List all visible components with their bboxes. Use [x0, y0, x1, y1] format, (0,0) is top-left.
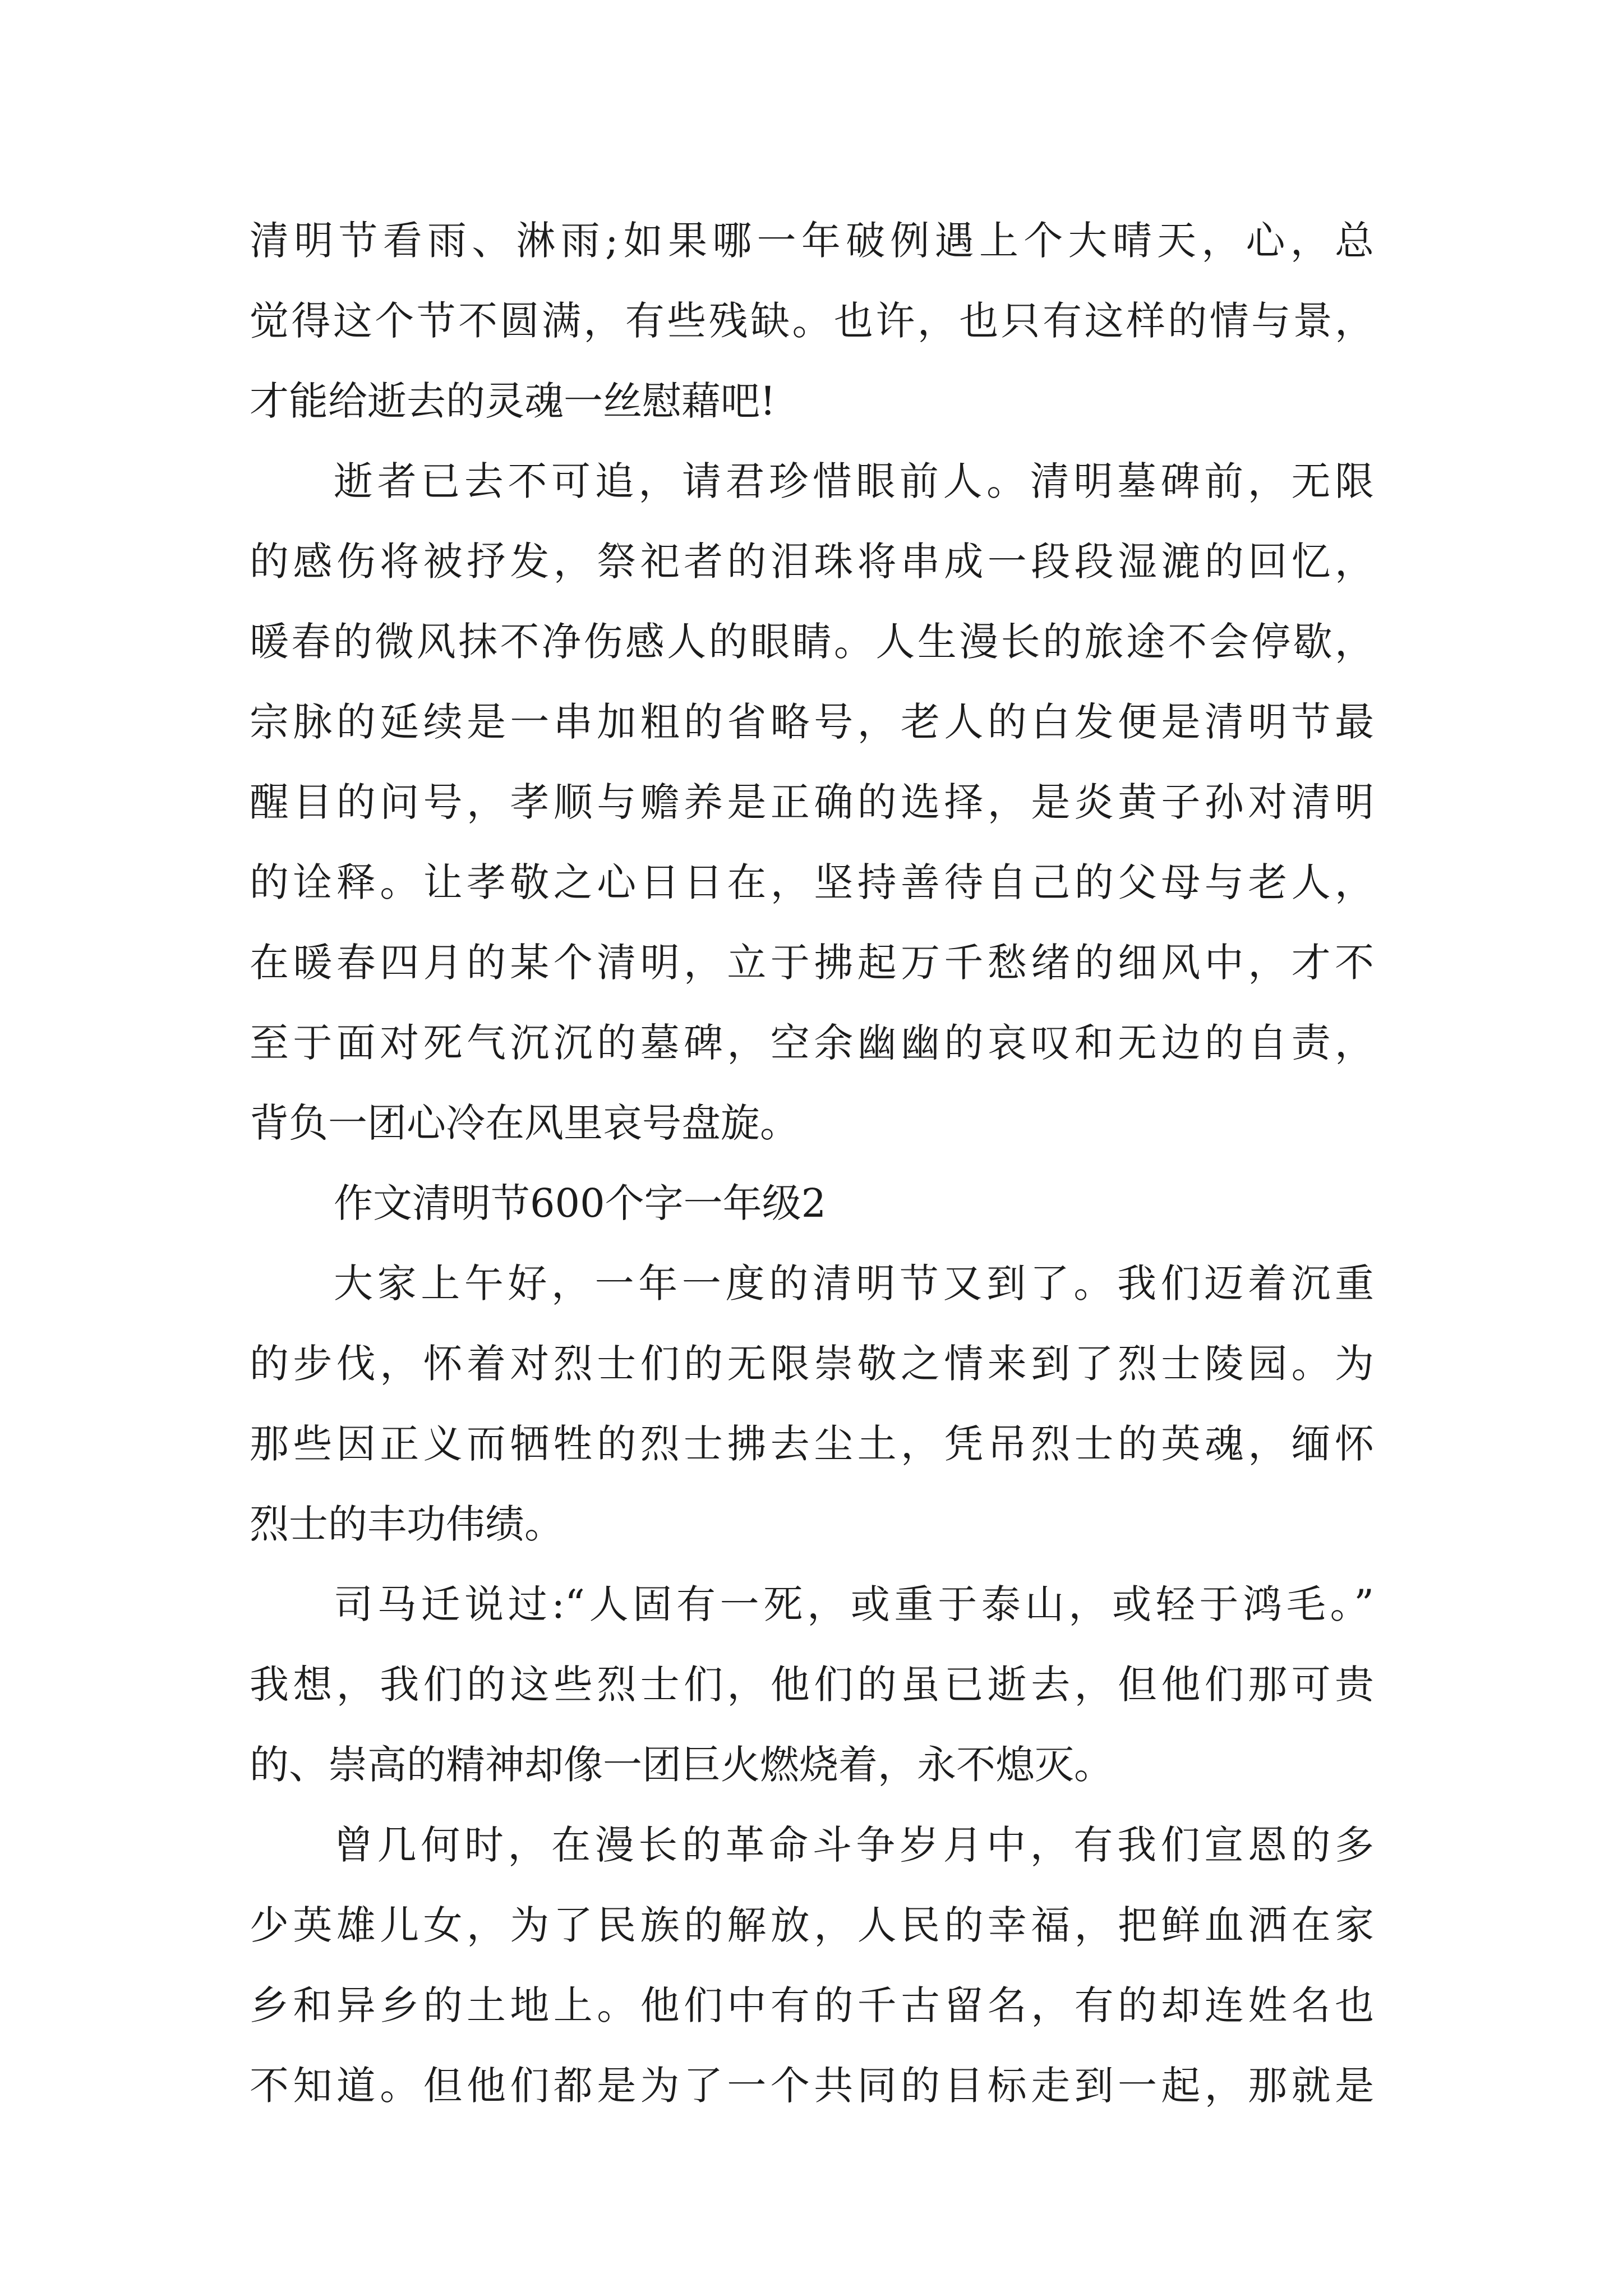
text-line: 逝者已去不可追，请君珍惜眼前人。清明墓碑前，无限: [334, 458, 1374, 504]
text-line: 才能给逝去的灵魂一丝慰藉吧!: [250, 378, 776, 424]
text-line: 暖春的微风抹不净伤感人的眼睛。人生漫长的旅途不会停歇，: [250, 619, 1374, 665]
text-line: 司马迁说过:“人固有一死，或重于泰山，或轻于鸿毛。”: [334, 1581, 1374, 1627]
text-line: 在暖春四月的某个清明，立于拂起万千愁绪的细风中，才不: [250, 940, 1374, 986]
text-line: 觉得这个节不圆满，有些残缺。也许，也只有这样的情与景，: [250, 298, 1374, 344]
text-line: 那些因正义而牺牲的烈士拂去尘土，凭吊烈士的英魂，缅怀: [250, 1421, 1374, 1467]
text-line: 的步伐，怀着对烈士们的无限崇敬之情来到了烈士陵园。为: [250, 1341, 1374, 1387]
text-line: 背负一团心冷在风里哀号盘旋。: [250, 1100, 799, 1146]
text-line: 少英雄儿女，为了民族的解放，人民的幸福，把鲜血洒在家: [250, 1902, 1374, 1948]
text-line: 不知道。但他们都是为了一个共同的目标走到一起，那就是: [250, 2063, 1374, 2109]
text-line: 的诠释。让孝敬之心日日在，坚持善待自己的父母与老人，: [250, 859, 1374, 905]
text-line: 的、崇高的精神却像一团巨火燃烧着，永不熄灭。: [250, 1742, 1113, 1788]
text-line: 醒目的问号，孝顺与赡养是正确的选择，是炎黄子孙对清明: [250, 779, 1374, 825]
text-line: 曾几何时，在漫长的革命斗争岁月中，有我们宣恩的多: [334, 1822, 1374, 1868]
text-line: 大家上午好，一年一度的清明节又到了。我们迈着沉重: [334, 1260, 1374, 1306]
text-line: 宗脉的延续是一串加粗的省略号，老人的白发便是清明节最: [250, 699, 1374, 745]
text-line: 的感伤将被抒发，祭祀者的泪珠将串成一段段湿漉的回忆，: [250, 539, 1374, 585]
text-line: 至于面对死气沉沉的墓碑，空余幽幽的哀叹和无边的自责，: [250, 1020, 1374, 1066]
text-line: 乡和异乡的土地上。他们中有的千古留名，有的却连姓名也: [250, 1982, 1374, 2028]
text-line: 清明节看雨、淋雨;如果哪一年破例遇上个大晴天，心，总: [250, 218, 1374, 264]
section-heading: 作文清明节600个字一年级2: [334, 1180, 827, 1226]
text-line: 我想，我们的这些烈士们，他们的虽已逝去，但他们那可贵: [250, 1662, 1374, 1708]
text-line: 烈士的丰功伟绩。: [250, 1501, 564, 1547]
